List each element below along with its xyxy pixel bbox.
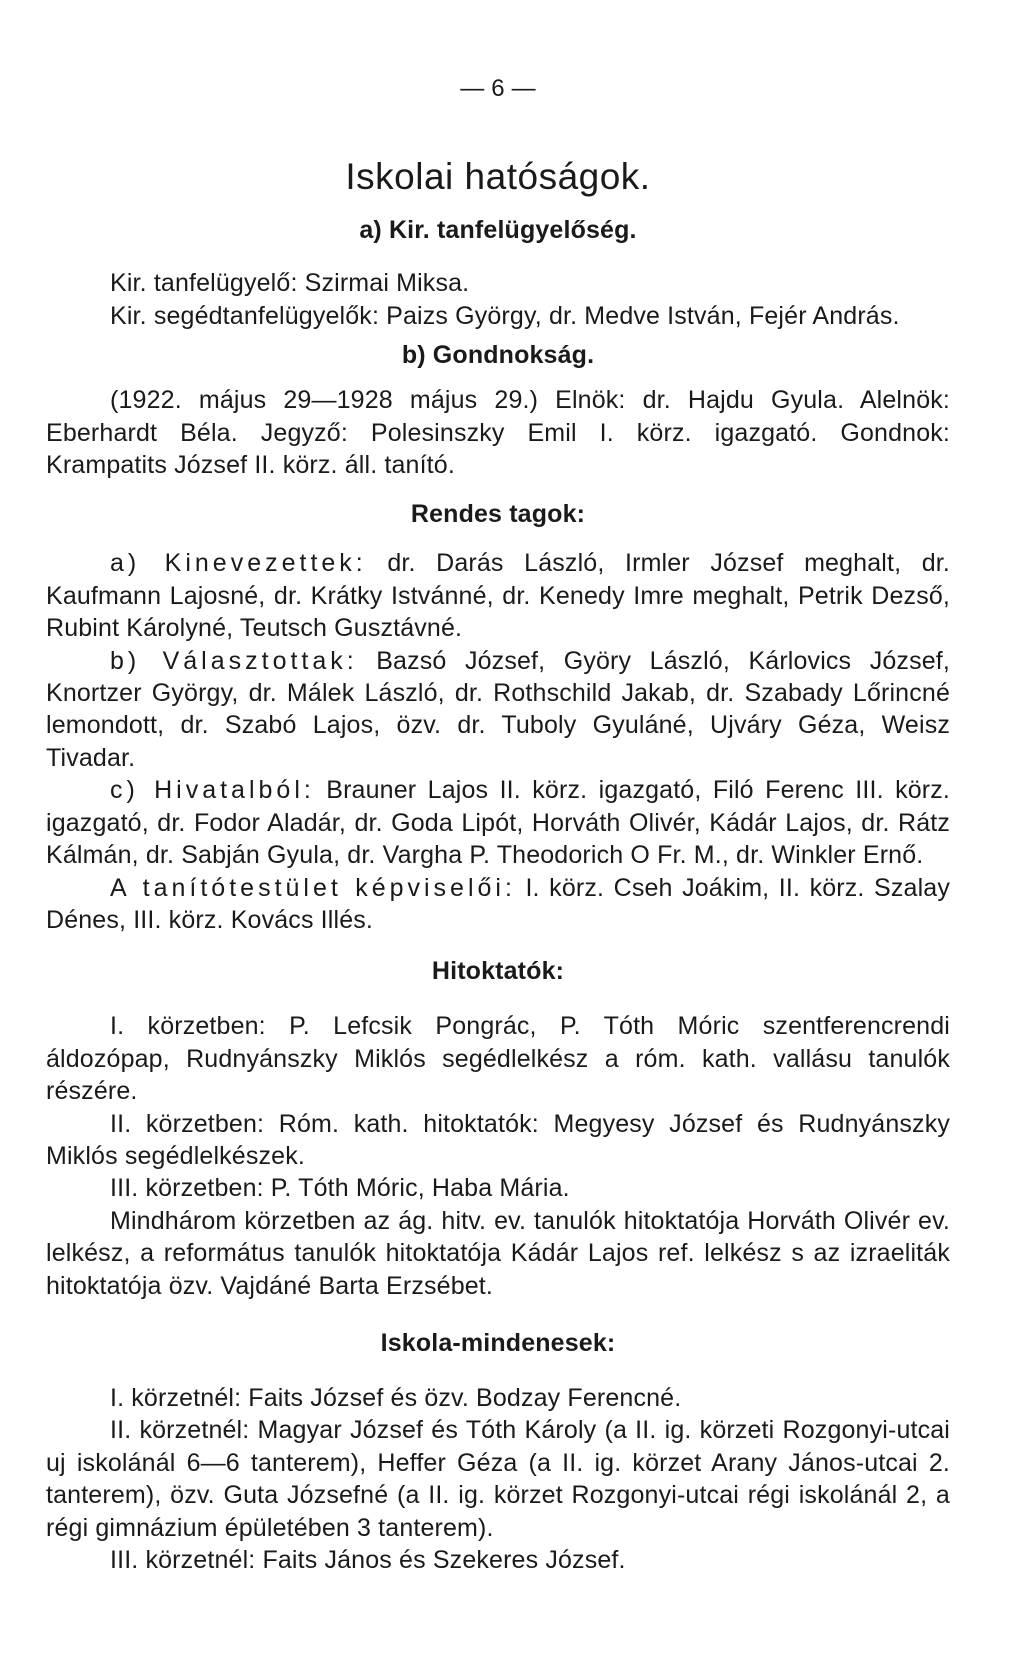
kinevezettek-text: dr. Darás László, Irmler József meghalt, dr. Kaufmann Lajosné, dr. Krátky Istvánné, dr. Kenedy Imre meghalt, Petrik Dezső, Rubint Károlyné, Teutsch Gusztávné. [46, 549, 950, 643]
section-a-heading: a) Kir. tanfelügyelőség. [359, 216, 637, 245]
iskola-mindenesek-paragraph: I. körzetnél: Faits József és özv. Bodzay Ferencné. [110, 1383, 682, 1412]
rendes-tagok-heading: Rendes tagok: [410, 500, 586, 529]
kepviselok-paragraph [46, 872, 950, 937]
iskola-mindenesek-paragraph: III. körzetnél: Faits János és Szekeres József. [110, 1546, 626, 1574]
kinevezettek-label: a) Kinevezettek: [110, 549, 367, 578]
section-a-line: Kir. segédtanfelügyelők: Paizs György, dr. Medve István, Fejér András. [110, 301, 900, 330]
valasztottak-label: b) Választottak: [110, 646, 358, 675]
section-a-line: Kir. tanfelügyelő: Szirmai Miksa. [110, 269, 470, 298]
hitoktatok-paragraph: I. körzetben: P. Lefcsik Pongrác, P. Tóth Móric szentferencrendi áldozópap, Rudnyánszky Miklós segédlelkész a róm. kath. vallásu tanulók részére. [46, 1012, 950, 1106]
page-title: Iskolai hatóságok. [345, 156, 651, 198]
kepviselok-text: I. körz. Cseh Joákim, II. körz. Szalay Dénes, III. körz. Kovács Illés. [46, 873, 950, 934]
document-page [46, 70, 950, 1576]
page-number: — 6 — [460, 75, 536, 102]
kinevezettek-paragraph [46, 547, 950, 644]
hitoktatok-paragraph: Mindhárom körzetben az ág. hitv. ev. tanulók hitoktatója Horváth Olivér ev. lelkész, a református tanulók hitoktatója Kádár Lajos ref. lelkész s az izraeliták hitoktatója özv. Vajdáné Barta Erzsébet. [46, 1206, 950, 1300]
hivatalbol-text: Brauner Lajos II. körz. igazgató, Filó Ferenc III. körz. igazgató, dr. Fodor Aladár, dr. Goda Lipót, Horváth Olivér, Kádár Lajos, dr. Rátz Kálmán, dr. Sabján Gyula, dr. Vargha P. Theodorich O Fr. M., dr. Winkler Ernő. [46, 776, 950, 870]
iskola-mindenesek-paragraph: II. körzetnél: Magyar József és Tóth Károly (a II. ig. körzeti Rozgonyi-utcai uj iskolánál 6—6 tanterem), Heffer Géza (a II. ig. körzet Arany János-utcai 2. tanterem), özv. Guta Józsefné (a II. ig. körzet Rozgonyi-utcai régi iskolánál 2, a régi gimnázium épületében 3 tanterem). [46, 1416, 950, 1542]
hitoktatok-paragraph: II. körzetben: Róm. kath. hitoktatók: Megyesy József és Rudnyánszky Miklós segédlelkészek. [46, 1109, 950, 1170]
hivatalbol-label: c) Hivatalból: [110, 776, 315, 805]
kepviselok-label: A tanítótestület képviselői: [110, 873, 516, 902]
iskola-mindenesek-heading: Iskola-mindenesek: [380, 1328, 616, 1357]
valasztottak-paragraph [46, 645, 950, 775]
section-b-heading: b) Gondnokság. [401, 341, 595, 370]
valasztottak-text: Bazsó József, Györy László, Kárlovics József, Knortzer György, dr. Málek László, dr. Rothschild Jakab, dr. Szabady Lőrincné lemondott, dr. Szabó Lajos, özv. dr. Tuboly Gyuláné, Ujváry Géza, Weisz Tivadar. [46, 646, 950, 772]
hitoktatok-paragraph: III. körzetben: P. Tóth Móric, Haba Mária. [110, 1174, 570, 1203]
hivatalbol-paragraph [46, 774, 950, 871]
section-b-paragraph: (1922. május 29—1928 május 29.) Elnök: dr. Hajdu Gyula. Alelnök: Eberhardt Béla. Jegyző: Polesinszky Emil I. körz. igazgató. Gondnok: Krampatits József II. körz. áll. tanító. [46, 386, 950, 480]
hitoktatok-heading: Hitoktatók: [431, 957, 565, 986]
